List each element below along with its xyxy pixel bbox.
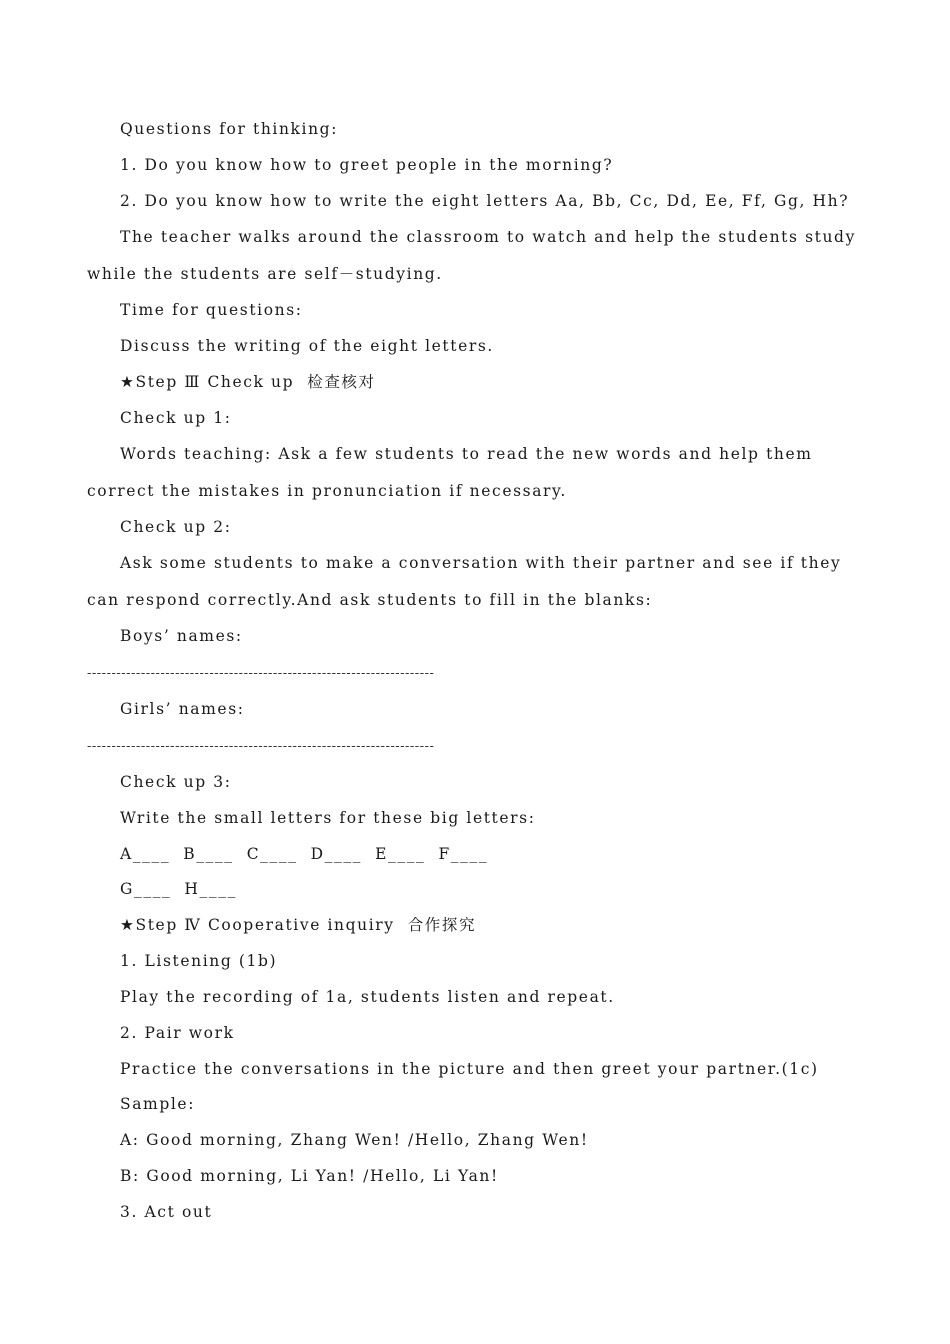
time-for-questions: Time for questions: (120, 301, 303, 319)
pair-work-heading: 2. Pair work (120, 1024, 235, 1042)
girls-names-label: Girls’ names: (120, 700, 245, 718)
practice-line: Practice the conversations in the picture and then greet your partner.(1c) (120, 1060, 819, 1078)
sample-label: Sample: (120, 1095, 196, 1113)
listening-heading: 1. Listening (1b) (120, 952, 278, 970)
play-recording-line: Play the recording of 1a, students listen and repeat. (120, 988, 615, 1006)
boys-names-blank: ----------------------------------------------------------------------- (87, 666, 435, 681)
step-3-heading: ★Step Ⅲ Check up 检查核对 (120, 373, 376, 391)
ask-students-line-2: can respond correctly.And ask students to fill in the blanks: (87, 591, 653, 609)
check-up-2-heading: Check up 2: (120, 518, 232, 536)
words-teaching-line-2: correct the mistakes in pronunciation if necessary. (87, 482, 567, 500)
teacher-paragraph-line-1: The teacher walks around the classroom to watch and help the students study (120, 228, 856, 246)
discuss-line: Discuss the writing of the eight letters. (120, 337, 494, 355)
question-2: 2. Do you know how to write the eight letters Aa, Bb, Cc, Dd, Ee, Ff, Gg, Hh? (120, 192, 850, 210)
question-1: 1. Do you know how to greet people in the morning? (120, 156, 614, 174)
check-up-1-heading: Check up 1: (120, 409, 232, 427)
questions-heading: Questions for thinking: (120, 120, 339, 138)
act-out-heading: 3. Act out (120, 1203, 213, 1221)
teacher-paragraph-line-2: while the students are self－studying. (87, 265, 443, 283)
dialogue-line-a: A: Good morning, Zhang Wen! /Hello, Zhang Wen! (120, 1131, 589, 1149)
step-4-heading: ★Step Ⅳ Cooperative inquiry 合作探究 (120, 916, 477, 934)
check-up-3-heading: Check up 3: (120, 773, 232, 791)
ask-students-line-1: Ask some students to make a conversation with their partner and see if they (120, 554, 842, 572)
boys-names-label: Boys’ names: (120, 627, 243, 645)
letters-row-2: G____ H____ (120, 880, 237, 898)
words-teaching-line-1: Words teaching: Ask a few students to read the new words and help them (120, 445, 813, 463)
dialogue-line-b: B: Good morning, Li Yan! /Hello, Li Yan! (120, 1167, 499, 1185)
letters-row-1: A____ B____ C____ D____ E____ F____ (120, 845, 489, 863)
girls-names-blank: ----------------------------------------------------------------------- (87, 739, 435, 754)
write-small-letters-instruction: Write the small letters for these big letters: (120, 809, 536, 827)
